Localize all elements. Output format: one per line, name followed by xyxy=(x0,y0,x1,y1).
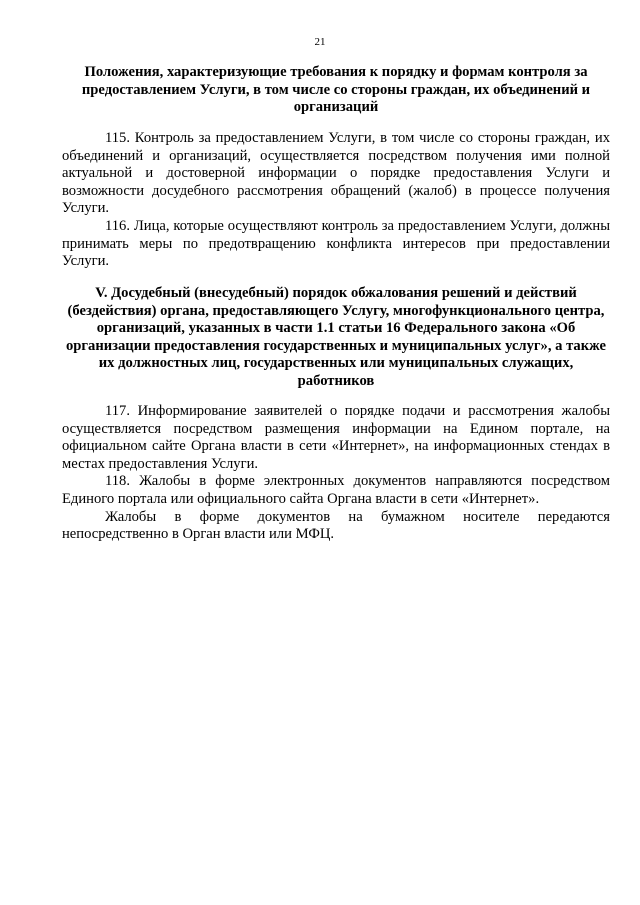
paragraph-116: 116. Лица, которые осуществляют контроль за предоставлением Услуги, должны принимать меры по предотвращению конфликта интересов при предоставлении Услуги. xyxy=(62,217,610,270)
section-heading-appeal: V. Досудебный (внесудебный) порядок обжалования решений и действий (бездействия) органа, предоставляющего Услугу, многофункционального центра, организаций, указанных в части 1.1 статьи 16 Федерального закона «Об организации предоставления государственных и муниципальных услуг», а также их должностных лиц, государственных или муниципальных служащих, работников xyxy=(65,285,606,389)
section-appeal-body xyxy=(62,403,610,544)
section-control-body xyxy=(62,130,610,271)
page-number: 21 xyxy=(314,36,326,48)
section-heading-control: Положения, характеризующие требования к порядку и формам контроля за предоставлением Услуги, в том числе со стороны граждан, их объединений и организаций xyxy=(81,64,591,116)
section-heading-control-block xyxy=(62,64,610,117)
paragraph-118: 118. Жалобы в форме электронных документов направляются посредством Единого портала или официального сайта Органа власти в сети «Интернет». xyxy=(62,473,610,507)
paragraph-117: 117. Информирование заявителей о порядке подачи и рассмотрения жалобы осуществляется посредством размещения информации на Едином портале, на официальном сайте Органа власти в сети «Интернет», на информационных стендах в местах предоставления Услуги. xyxy=(62,403,610,472)
paragraph-115: 115. Контроль за предоставлением Услуги, в том числе со стороны граждан, их объединений и организаций, осуществляется посредством получения ими полной актуальной и достоверной информации о порядке предоставления Услуги и возможности досудебного рассмотрения обращений (жалоб) в процессе получения Услуги. xyxy=(62,130,610,217)
paragraph-complaints-paper: Жалобы в форме документов на бумажном носителе передаются непосредственно в Орган власти или МФЦ. xyxy=(62,508,610,543)
section-heading-appeal-block xyxy=(62,285,610,391)
